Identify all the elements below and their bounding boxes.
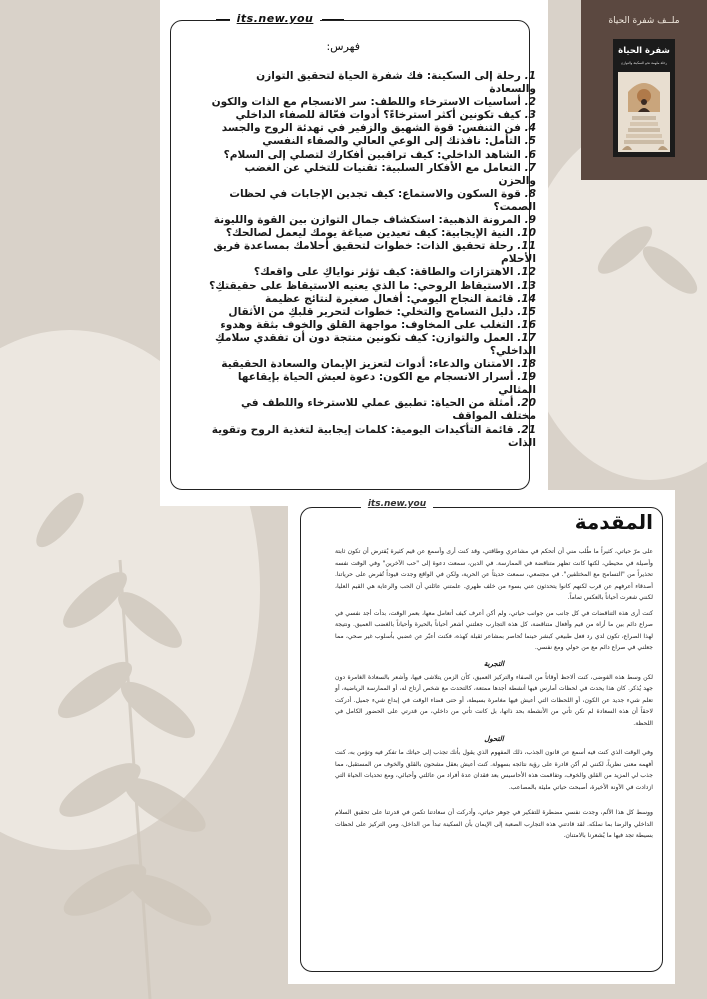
toc-text: قوة السكون والاستماع: كيف تجدين الإجابات في لحظات الصمت؟ xyxy=(229,187,536,213)
toc-number: 6. xyxy=(524,148,536,161)
toc-number: 19. xyxy=(517,371,536,384)
paragraph: على مرّ حياتي، كثيراً ما طُلب مني أن أتحكم في مشاعري وطاقتي، وقد كنت أرى وأسمع عن قيم كثيرة يُفترض أن تكون ثابتة وأصيلة في محيطي، لكنها كانت تظهر متناقضة في الممارسة. في الدين، سمعت دعوة إلى "حب الآخرين" وفي الوقت نفسه تحذيراً من "التسامح مع المختلفين". في مجتمعي، سمعت حديثاً عن الحرية، ولكن في الواقع وجدت قيوداً تُفرض على حرياتنا. أصدقاء أعرفهم عن قرب لكنهم كانوا يتحدثون عني بسوء من خلف ظهري. علمتني عائلتي أن الحب والرعاية هي القيم العليا، لكنني شعرت أحياناً بالعكس تماماً. xyxy=(335,548,653,601)
toc-item xyxy=(206,397,536,423)
toc-item xyxy=(206,293,536,306)
toc-text: النية الإيجابية: كيف تعيدين صياغة يومك ليعمل لصالحك؟ xyxy=(225,227,514,240)
toc-number: 14. xyxy=(517,292,536,305)
cover-book xyxy=(613,39,675,157)
toc-item xyxy=(206,319,536,332)
toc-item xyxy=(206,122,536,135)
section-heading: التحول xyxy=(484,735,504,743)
toc-text: قائمة التأكيدات اليومية: كلمات إيجابية لتغذية الروح وتقوية الذات xyxy=(211,423,536,449)
meditation-illustration xyxy=(618,72,670,152)
toc-number: 21. xyxy=(517,423,536,436)
toc-text: الاهتزازات والطاقة: كيف تؤثر نواياكِ على واقعك؟ xyxy=(253,266,514,279)
toc-number: 12. xyxy=(517,266,536,279)
toc-text: التغلب على المخاوف: مواجهة القلق والخوف بثقة وهدوء xyxy=(220,318,514,331)
toc-item xyxy=(206,424,536,450)
toc-text: الشاهد الداخلي: كيف تراقبين أفكارك لتصلي إلى السلام؟ xyxy=(223,148,521,161)
toc-number: 17. xyxy=(517,331,536,344)
toc-text: المرونة الذهبية: استكشاف جمال التوازن بين القوة والليونة xyxy=(213,214,521,227)
toc-text: أساسيات الاسترخاء واللطف: سر الانسجام مع الذات والكون xyxy=(211,96,521,109)
paragraph: وفي الوقت الذي كنت فيه أسمع عن قانون الجذب، ذلك المفهوم الذي يقول بأنك تجذب إلى حياتك ما تفكر فيه وتؤمن به، كنت أفهمه معنى نظرياً، لكنني لم أكن قادرة على رؤية نتائجه بسهولة. كنت أعيش بعقل مشحون بالقلق والخوف من المستقبل، مما جذب لي المزيد من القلق والخوف، وتفاقمت هذه الأحاسيس بعد فقدان عدة أفراد من عائلتي وأحبائي، ومع تحديات الحياة التي ازدادت في الآونة الأخيرة، أصبحت حياتي مليئة بالمصاعب. xyxy=(335,749,653,791)
toc-number: 2. xyxy=(524,96,536,109)
toc-number: 8. xyxy=(524,187,536,200)
page-title: المقدمة xyxy=(574,510,653,534)
toc-text: أسرار الانسجام مع الكون: دعوة لعيش الحياة بإيقاعها المثالي xyxy=(237,371,536,397)
toc-number: 3. xyxy=(524,109,536,122)
toc-item xyxy=(206,214,536,227)
toc-number: 4. xyxy=(524,122,536,135)
toc-item xyxy=(206,70,536,96)
cover-top-label: ملــف شفرة الحياة xyxy=(608,16,680,26)
toc-number: 18. xyxy=(517,358,536,371)
toc-text: رحلة تحقيق الذات: خطوات لتحقيق أحلامك بمساعدة فريق الأحلام xyxy=(213,240,536,266)
brand-logo: its.new.you xyxy=(361,499,433,511)
book-cover xyxy=(581,0,707,180)
toc-item xyxy=(206,306,536,319)
toc-item xyxy=(206,162,536,188)
intro-page xyxy=(288,490,675,984)
toc-text: الاستيقاظ الروحي: ما الذي يعنيه الاستيقاظ على حقيقتكِ؟ xyxy=(209,279,514,292)
toc-text: رحلة إلى السكينة: فك شفرة الحياة لتحقيق التوازن والسعادة xyxy=(256,70,536,96)
toc-number: 11. xyxy=(517,240,536,253)
toc-text: العمل والتوازن: كيف تكونين منتجة دون أن تفقدي سلامكِ الداخلي؟ xyxy=(215,331,536,357)
toc-item xyxy=(206,227,536,240)
toc-item xyxy=(206,96,536,109)
toc-text: كيف تكونين أكثر استرخاءً؟ أدوات فعّالة للصفاء الداخلي xyxy=(235,109,521,122)
toc-number: 1. xyxy=(524,70,536,82)
toc-item xyxy=(206,188,536,214)
toc-number: 20. xyxy=(517,397,536,410)
toc-heading: فهرس: xyxy=(326,40,360,53)
toc-text: الامتنان والدعاء: أدوات لتعزيز الإيمان والسعادة الحقيقية xyxy=(221,358,514,371)
toc-item xyxy=(206,280,536,293)
toc-number: 5. xyxy=(524,135,536,148)
toc-number: 13. xyxy=(517,279,536,292)
paragraph: لكن وسط هذه الفوضى، كنت ألاحظ أوقاتاً من الصفاء والتركيز العميق، كأن الزمن يتلاشى فيها، وأشعر بالسعادة الغامرة دون جهد يُذكر. كان هذا يحدث في لحظات أمارس فيها أنشطة أجدها ممتعة، كالتحدث مع شخص أرتاح له، أو الممارسة الرياضية، أو تعلم شيء جديد عن الكون، أو اللحظات التي أعيش فيها مغامرة بسيطة، أو حتى قضاء الوقت في إبداع شيء جميل. أدركت لاحقاً أن هذه السعادة لم تكن تأتي من الأنشطة بحد ذاتها، بل كانت تأتي من داخلي، من قدرتي على الحضور الكامل في اللحظة. xyxy=(335,673,653,727)
toc-number: 10. xyxy=(517,227,536,240)
toc-item xyxy=(206,240,536,266)
toc-number: 9. xyxy=(524,214,536,227)
toc-item xyxy=(206,266,536,279)
toc-text: قائمة النجاح اليومي: أفعال صغيرة لنتائج عظيمة xyxy=(264,292,514,305)
toc-text: أمثلة من الحياة: تطبيق عملي للاسترخاء واللطف في مختلف المواقف xyxy=(240,397,536,423)
paragraph: ووسط كل هذا الألم، وجدت نفسي مضطرة للتفكير في جوهر حياتي، وأدركت أن سعادتنا تكمن في قدرتنا على تحقيق السلام الداخلي والرضا بما نملكه. لقد قادتني هذه التجارب الصعبة إلى الإيمان بأن السكينة تبدأ من الداخل، ومن التركيز على لحظات بسيطة تجد فيها ما يُشعرنا بالامتنان. xyxy=(335,809,653,839)
cover-subtitle: رحلة ملهمة نحو السكينة والتوازن xyxy=(620,61,668,65)
section-heading: التجربة xyxy=(483,659,505,668)
toc-item xyxy=(206,371,536,397)
intro-body xyxy=(335,546,653,846)
brand-logo: its.new.you xyxy=(230,12,320,25)
toc-number: 16. xyxy=(517,318,536,331)
cover-title: شفرة الحياة xyxy=(618,46,670,56)
toc-item xyxy=(206,358,536,371)
toc-text: فن التنفس: قوة الشهيق والزفير في تهدئة الروح والجسد xyxy=(221,122,521,135)
divider xyxy=(322,19,344,20)
toc-text: دليل التسامح والتخلي: خطوات لتحرير قلبكِ من الأثقال xyxy=(228,305,514,318)
toc-item xyxy=(206,135,536,148)
toc-number: 15. xyxy=(517,305,536,318)
toc-text: التأمل: نافذتك إلى الوعي العالي والصفاء النفسي xyxy=(262,135,521,148)
toc-item xyxy=(206,149,536,162)
toc-text: التعامل مع الأفكار السلبية: تقنيات للتخلي عن الغضب والحزن xyxy=(244,161,536,187)
toc-list xyxy=(206,70,536,450)
paragraph: كنت أرى هذه التناقضات في كل جانب من جوانب حياتي، ولم أكن أعرف كيف أتعامل معها، بعمر الوقت، بدأت أجد نفسي في صراع دائم بين ما أراه من قيم وأفعال متناقضة، كل هذه التجارب جعلتني أشعر أحياناً بالحيرة وأحياناً بالغضب العميق. ونتيجة لهذا الصراع، تكون لدي رد فعل طبيعي كبشر حينما تُحاصر بمشاعر ثقيلة كهذه، فكنت أعبّر عن غضبي بأسلوب غير صحي، مما جعلني في صراع دائم مع من حولي ومع نفسي. xyxy=(335,609,653,651)
toc-item xyxy=(206,332,536,358)
toc-page xyxy=(160,0,548,506)
cover-illustration xyxy=(618,72,670,152)
toc-number: 7. xyxy=(524,161,536,174)
toc-item xyxy=(206,109,536,122)
